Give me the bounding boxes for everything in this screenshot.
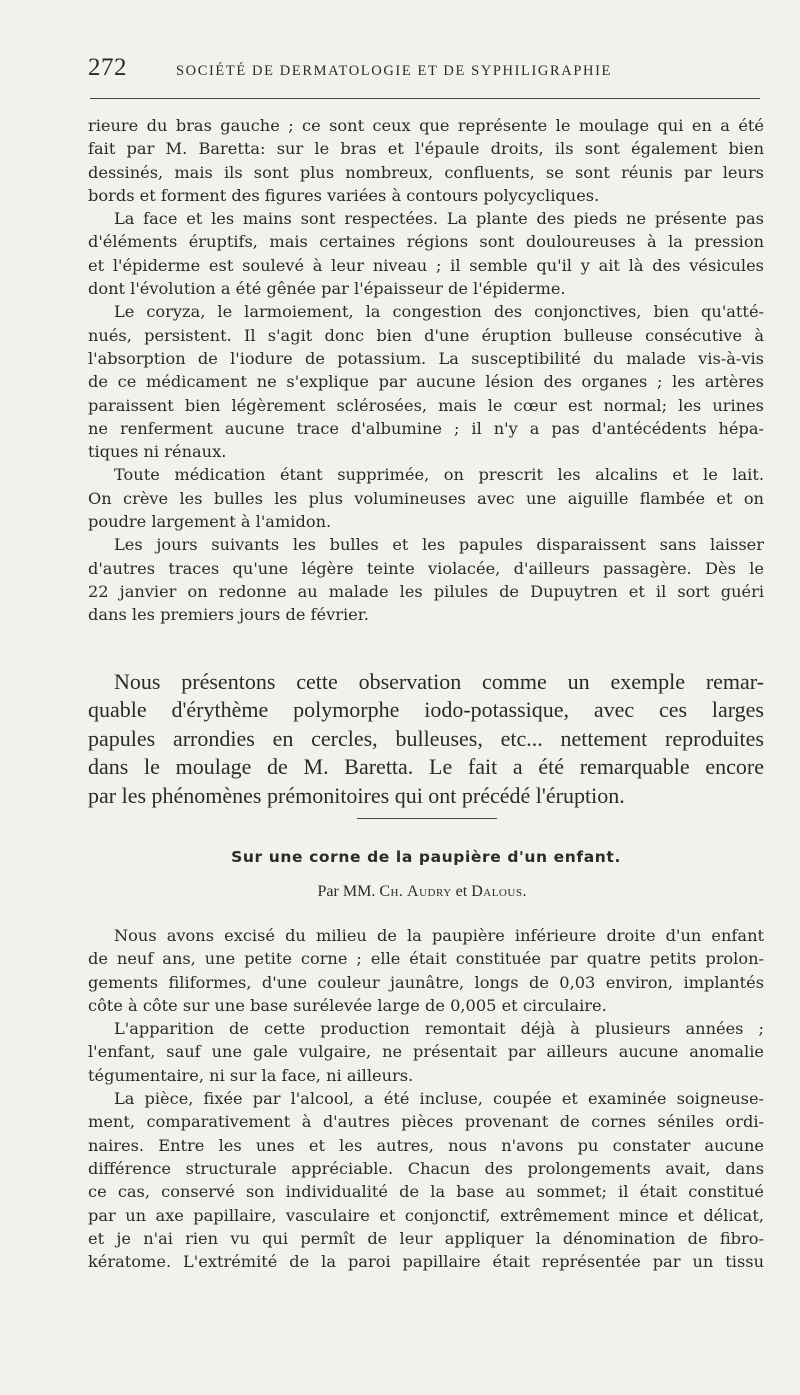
text-line: Nous avons excisé du milieu de la paupière inférieure droite d'un enfant bbox=[114, 926, 764, 945]
text-line: dans les premiers jours de février. bbox=[88, 605, 369, 625]
body-text-conclusion bbox=[88, 668, 764, 810]
text-line: dessinés, mais ils sont plus nombreux, confluents, se sont réunis par leurs bbox=[88, 162, 764, 182]
section-authors bbox=[0, 883, 800, 901]
text-line: Toute médication étant supprimée, on prescrit les alcalins et le lait. bbox=[114, 465, 764, 485]
text-line: poudre largement à l'amidon. bbox=[88, 512, 332, 532]
authors-prefix: Par MM. bbox=[317, 883, 380, 900]
text-line: kératome. L'extrémité de la paroi papillaire était représentée par un tissu bbox=[88, 1252, 764, 1272]
text-line: Le coryza, le larmoiement, la congestion des conjonctives, bien qu'atté- bbox=[114, 302, 764, 322]
page-number: 272 bbox=[88, 54, 127, 81]
page-header bbox=[88, 54, 760, 88]
text-line: tiques ni rénaux. bbox=[88, 442, 227, 462]
section-separator-rule bbox=[357, 818, 497, 819]
text-line: ne renferment aucune trace d'albumine ; il n'y a pas d'antécédents hépa- bbox=[88, 418, 764, 438]
text-line: côte à côte sur une base surélevée large de 0,005 et circulaire. bbox=[88, 995, 607, 1015]
body-text-corne-paupiere bbox=[88, 924, 764, 1273]
text-line: fait par M. Baretta: sur le bras et l'épaule droits, ils sont également bien bbox=[88, 139, 764, 159]
authors-suffix: . bbox=[522, 883, 527, 900]
text-line: de neuf ans, une petite corne ; elle était constituée par quatre petits prolon- bbox=[88, 949, 764, 969]
text-line: quable d'érythème polymorphe iodo-potassique, avec ces larges bbox=[88, 697, 764, 723]
text-line: de ce médicament ne s'explique par aucune lésion des organes ; les artères bbox=[88, 372, 764, 392]
text-line: On crève les bulles les plus volumineuses avec une aiguille flambée et on bbox=[88, 488, 764, 508]
text-line: par un axe papillaire, vasculaire et conjonctif, extrêmement mince et délicat, bbox=[88, 1205, 764, 1225]
text-line: rieure du bras gauche ; ce sont ceux que représente le moulage qui en a été bbox=[88, 116, 764, 135]
text-line: Les jours suivants les bulles et les papules disparaissent sans laisser bbox=[114, 535, 764, 555]
text-line: papules arrondies en cercles, bulleuses, etc... nettement reproduites bbox=[88, 725, 764, 751]
running-head: SOCIÉTÉ DE DERMATOLOGIE ET DE SYPHILIGRAPHIE bbox=[176, 63, 612, 79]
text-line: et je n'ai rien vu qui permît de leur appliquer la dénomination de fibro- bbox=[88, 1228, 764, 1248]
text-line: d'éléments éruptifs, mais certaines régions sont douloureuses à la pression bbox=[88, 232, 764, 252]
text-line: d'autres traces qu'une légère teinte violacée, d'ailleurs passagère. Dès le bbox=[88, 558, 764, 578]
text-line: par les phénomènes prémonitoires qui ont précédé l'éruption. bbox=[88, 782, 625, 808]
text-line: naires. Entre les unes et les autres, nous n'avons pu constater aucune bbox=[88, 1135, 764, 1155]
text-line: bords et forment des figures variées à contours polycycliques. bbox=[88, 185, 600, 205]
header-rule bbox=[90, 98, 760, 99]
text-line: différence structurale appréciable. Chacun des prolongements avait, dans bbox=[88, 1158, 764, 1178]
text-line: nués, persistent. Il s'agit donc bien d'une éruption bulleuse consécutive à bbox=[88, 325, 764, 345]
text-line: L'apparition de cette production remontait déjà à plusieurs années ; bbox=[114, 1019, 764, 1039]
text-line: ce cas, conservé son individualité de la base au sommet; il était constitué bbox=[88, 1182, 764, 1202]
text-line: La face et les mains sont respectées. La plante des pieds ne présente pas bbox=[114, 209, 764, 229]
text-line: dont l'évolution a été gênée par l'épaisseur de l'épiderme. bbox=[88, 279, 566, 299]
authors-joiner: et bbox=[451, 883, 472, 900]
text-line: l'enfant, sauf une gale vulgaire, ne présentait par ailleurs aucune anomalie bbox=[88, 1042, 764, 1062]
text-line: paraissent bien légèrement sclérosées, mais le cœur est normal; les urines bbox=[88, 395, 764, 415]
text-line: Nous présentons cette observation comme un exemple remar- bbox=[114, 669, 764, 694]
text-line: tégumentaire, ni sur la face, ni ailleurs. bbox=[88, 1065, 414, 1085]
author-audry: Ch. Audry bbox=[379, 883, 452, 900]
body-text-case-report bbox=[88, 114, 764, 627]
text-line: dans le moulage de M. Baretta. Le fait a été remarquable encore bbox=[88, 754, 764, 780]
text-line: ment, comparativement à d'autres pièces provenant de cornes séniles ordi- bbox=[88, 1112, 764, 1132]
text-line: et l'épiderme est soulevé à leur niveau ; il semble qu'il y ait là des vésicules bbox=[88, 255, 764, 275]
text-line: La pièce, fixée par l'alcool, a été incluse, coupée et examinée soigneuse- bbox=[114, 1089, 764, 1109]
author-dalous: Dalous bbox=[471, 883, 523, 900]
section-title: Sur une corne de la paupière d'un enfant. bbox=[231, 848, 621, 866]
text-line: l'absorption de l'iodure de potassium. La susceptibilité du malade vis-à-vis bbox=[88, 348, 764, 368]
text-line: gements filiformes, d'une couleur jaunâtre, longs de 0,03 environ, implantés bbox=[88, 972, 764, 992]
text-line: 22 janvier on redonne au malade les pilules de Dupuytren et il sort guéri bbox=[88, 581, 764, 601]
